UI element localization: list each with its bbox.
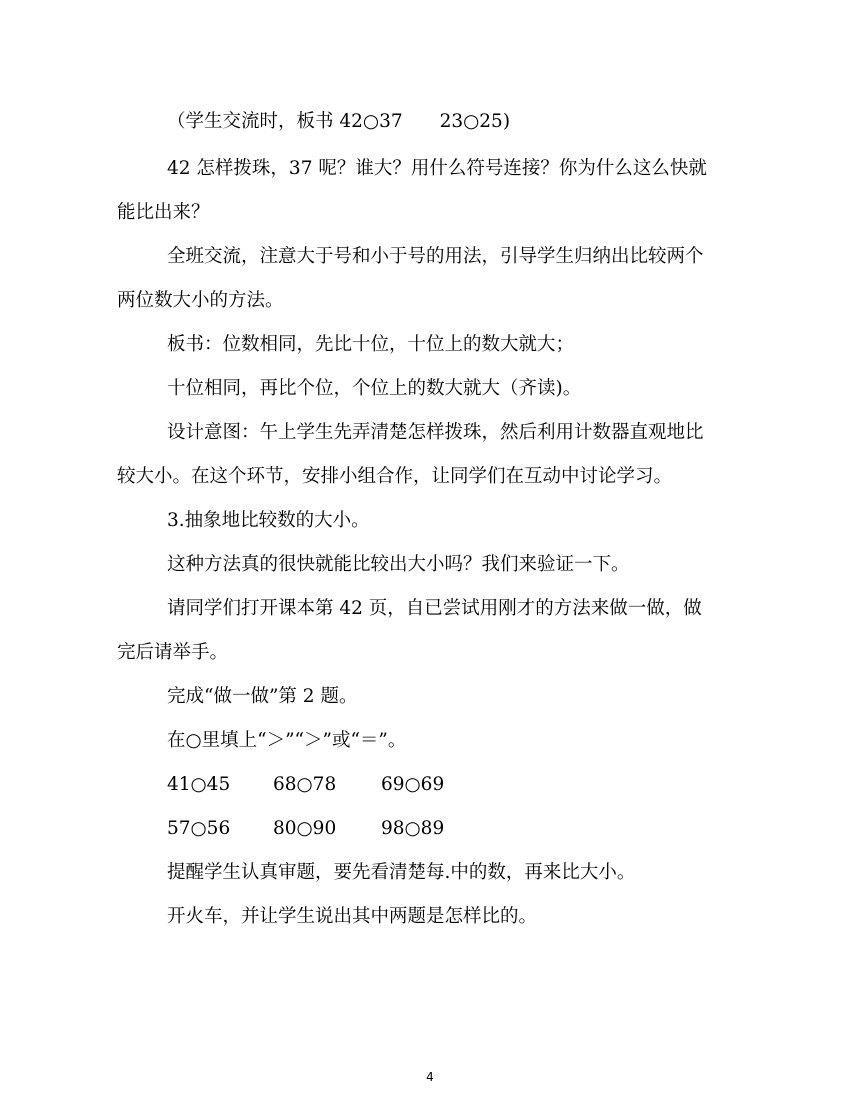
paragraph-reminder: 提醒学生认真审题，要先看清楚每.中的数，再来比大小。 (167, 862, 636, 883)
paragraph-board-rule-1: 板书：位数相同，先比十位，十位上的数大就大； (167, 334, 575, 355)
paragraph-open-textbook-cont: 完后请举手。 (117, 642, 229, 663)
page-number: 4 (426, 1070, 434, 1084)
paragraph-class-discussion-cont: 两位数大小的方法。 (117, 290, 284, 311)
paragraph-question-cont: 能比出来？ (117, 202, 210, 223)
exercise-item: 80○90 (273, 818, 337, 839)
paragraph-design-intent-cont: 较大小。在这个环节，安排小组合作，让同学们在互动中讨论学习。 (117, 466, 673, 487)
section-heading-abstract-compare: 3.抽象地比较数的大小。 (167, 510, 370, 531)
exercise-item: 68○78 (273, 774, 337, 795)
exercise-item: 69○69 (381, 774, 445, 795)
paragraph-instruction: 在○里填上“＞”“＞”或“＝”。 (167, 730, 407, 751)
paragraph-exercise: 完成“做一做”第 2 题。 (167, 686, 358, 707)
paragraph-open-textbook: 请同学们打开课本第 42 页，自已尝试用刚才的方法来做一做，做 (167, 598, 702, 619)
paragraph-train-game: 开火车，并让学生说出其中两题是怎样比的。 (167, 906, 538, 927)
paragraph-board-rule-2: 十位相同，再比个位，个位上的数大就大（齐读)。 (167, 378, 582, 399)
paragraph-blackboard-notes: （学生交流时，板书 42○37 23○25) (167, 111, 511, 132)
paragraph-question: 42 怎样拨珠，37 呢？谁大？用什么符号连接？你为什么这么快就 (167, 158, 707, 179)
paragraph-verify: 这种方法真的很快就能比较出大小吗？我们来验证一下。 (167, 554, 630, 575)
paragraph-class-discussion: 全班交流，注意大于号和小于号的用法，引导学生归纳出比较两个 (167, 246, 704, 267)
exercise-item: 57○56 (167, 818, 231, 839)
exercise-item: 98○89 (381, 818, 445, 839)
paragraph-design-intent: 设计意图：午上学生先弄清楚怎样拨珠，然后利用计数器直观地比 (167, 422, 704, 443)
exercise-item: 41○45 (167, 774, 231, 795)
